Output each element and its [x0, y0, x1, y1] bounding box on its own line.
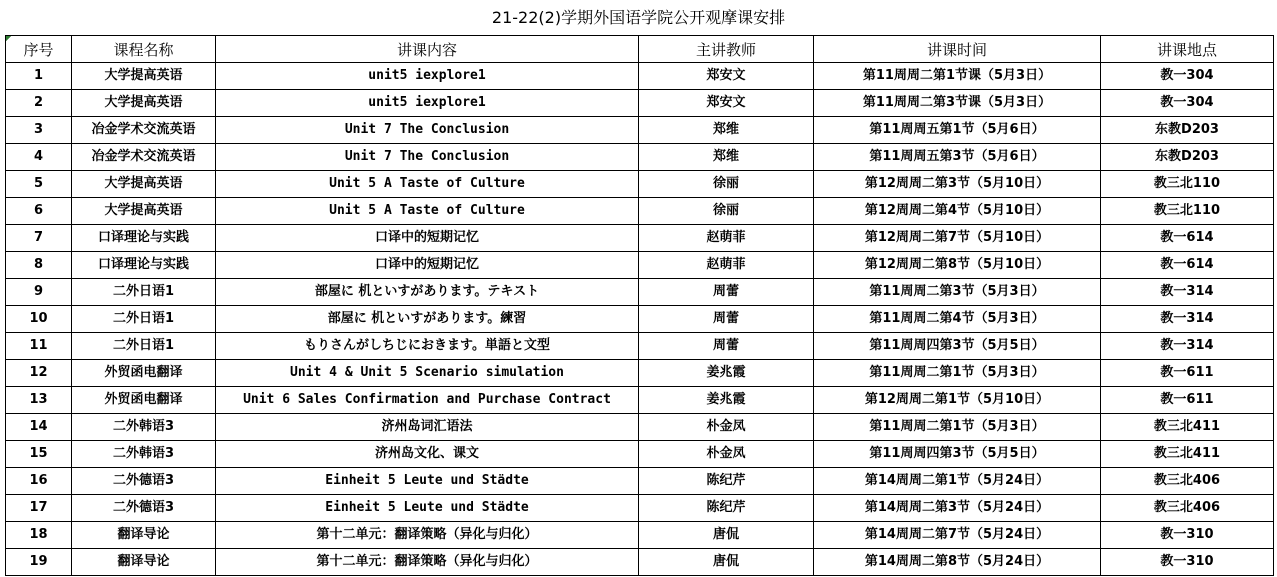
course-name-cell-text: 大学提高英语 — [104, 68, 183, 83]
teacher-cell-text: 姜兆霞 — [706, 365, 746, 380]
table-row — [6, 522, 1274, 549]
teacher-cell[interactable] — [639, 549, 814, 576]
lecture-time-cell-text: 第12周周二第1节（5月10日） — [864, 392, 1050, 407]
lecture-place-cell-text: 教一304 — [1160, 68, 1214, 83]
lecture-time-cell-text: 第14周周二第8节（5月24日） — [864, 554, 1050, 569]
table-row — [6, 117, 1274, 144]
lecture-time-cell-text: 第12周周二第7节（5月10日） — [864, 230, 1050, 245]
lecture-content-cell[interactable] — [216, 117, 639, 144]
teacher-cell[interactable] — [639, 306, 814, 333]
teacher-cell[interactable] — [639, 522, 814, 549]
row-number-cell[interactable] — [6, 144, 72, 171]
teacher-cell[interactable] — [639, 279, 814, 306]
row-number-cell-text: 18 — [29, 527, 48, 542]
table-row — [6, 198, 1274, 225]
lecture-content-cell-text: Unit 6 Sales Confirmation and Purchase Contract — [243, 392, 611, 407]
teacher-cell-text: 郑安文 — [706, 95, 746, 110]
header-row — [6, 36, 1274, 63]
course-name-cell[interactable] — [72, 549, 216, 576]
course-name-cell-text: 冶金学术交流英语 — [91, 122, 196, 137]
lecture-time-cell[interactable] — [814, 468, 1101, 495]
lecture-place-cell[interactable] — [1101, 117, 1274, 144]
table-row — [6, 144, 1274, 171]
column-header-content: 讲课内容 — [216, 36, 639, 63]
lecture-time-cell[interactable] — [814, 225, 1101, 252]
course-name-cell[interactable] — [72, 144, 216, 171]
lecture-place-cell[interactable] — [1101, 495, 1274, 522]
row-number-cell-text: 17 — [29, 500, 48, 515]
lecture-content-cell[interactable] — [216, 252, 639, 279]
teacher-cell[interactable] — [639, 117, 814, 144]
row-number-cell-text: 4 — [33, 149, 44, 164]
lecture-time-cell[interactable] — [814, 549, 1101, 576]
lecture-content-cell[interactable] — [216, 360, 639, 387]
table-row — [6, 549, 1274, 576]
lecture-time-cell-text: 第11周周二第1节（5月3日） — [869, 365, 1045, 380]
teacher-cell[interactable] — [639, 90, 814, 117]
lecture-place-cell-text: 教一611 — [1160, 365, 1214, 380]
lecture-time-cell[interactable] — [814, 387, 1101, 414]
teacher-cell-text: 姜兆霞 — [706, 392, 746, 407]
row-number-cell-text: 12 — [29, 365, 48, 380]
row-number-cell-text: 15 — [29, 446, 48, 461]
lecture-content-cell[interactable] — [216, 468, 639, 495]
lecture-time-cell[interactable] — [814, 522, 1101, 549]
teacher-cell[interactable] — [639, 144, 814, 171]
row-number-cell[interactable] — [6, 198, 72, 225]
lecture-place-cell[interactable] — [1101, 441, 1274, 468]
lecture-content-cell-text: 济州岛文化、课文 — [374, 446, 479, 461]
teacher-cell-text: 周蕾 — [712, 311, 739, 326]
teacher-cell[interactable] — [639, 387, 814, 414]
lecture-content-cell[interactable] — [216, 171, 639, 198]
teacher-cell-text: 周蕾 — [712, 284, 739, 299]
row-number-cell[interactable] — [6, 360, 72, 387]
row-number-cell-text: 13 — [29, 392, 48, 407]
lecture-content-cell[interactable] — [216, 306, 639, 333]
lecture-time-cell[interactable] — [814, 117, 1101, 144]
teacher-cell-text: 徐丽 — [712, 176, 739, 191]
lecture-place-cell[interactable] — [1101, 468, 1274, 495]
lecture-place-cell[interactable] — [1101, 225, 1274, 252]
lecture-place-cell-text: 教三北406 — [1153, 500, 1221, 515]
lecture-place-cell-text: 教三北406 — [1153, 473, 1221, 488]
course-name-cell-text: 二外德语3 — [112, 500, 175, 515]
lecture-place-cell-text: 教一314 — [1160, 311, 1214, 326]
course-name-cell[interactable] — [72, 333, 216, 360]
column-header-course: 课程名称 — [72, 36, 216, 63]
course-name-cell-text: 大学提高英语 — [104, 95, 183, 110]
lecture-place-cell[interactable] — [1101, 63, 1274, 90]
lecture-place-cell-text: 东教D203 — [1155, 149, 1219, 164]
row-number-cell[interactable] — [6, 171, 72, 198]
course-name-cell-text: 二外日语1 — [112, 311, 175, 326]
lecture-place-cell-text: 教一314 — [1160, 338, 1214, 353]
lecture-time-cell-text: 第11周周四第3节（5月5日） — [869, 446, 1045, 461]
teacher-cell-text: 周蕾 — [712, 338, 739, 353]
lecture-content-cell-text: Unit 5 A Taste of Culture — [329, 176, 525, 191]
row-number-cell[interactable] — [6, 549, 72, 576]
course-name-cell[interactable] — [72, 441, 216, 468]
course-name-cell[interactable] — [72, 198, 216, 225]
teacher-cell-text: 唐侃 — [712, 554, 739, 569]
column-header-place: 讲课地点 — [1101, 36, 1274, 63]
lecture-time-cell-text: 第11周周二第4节（5月3日） — [869, 311, 1045, 326]
lecture-time-cell-text: 第11周周二第3节课（5月3日） — [862, 95, 1052, 110]
row-number-cell[interactable] — [6, 306, 72, 333]
course-name-cell-text: 口译理论与实践 — [97, 230, 189, 245]
row-number-cell[interactable] — [6, 495, 72, 522]
lecture-content-cell-text: 济州岛词汇语法 — [381, 419, 473, 434]
teacher-cell-text: 朴金凤 — [706, 419, 746, 434]
course-name-cell-text: 口译理论与实践 — [97, 257, 189, 272]
table-row — [6, 306, 1274, 333]
teacher-cell[interactable] — [639, 198, 814, 225]
lecture-time-cell[interactable] — [814, 414, 1101, 441]
teacher-cell[interactable] — [639, 225, 814, 252]
table-row — [6, 279, 1274, 306]
lecture-content-cell[interactable] — [216, 387, 639, 414]
row-number-cell[interactable] — [6, 225, 72, 252]
course-name-cell-text: 二外日语1 — [112, 284, 175, 299]
lecture-place-cell-text: 教一304 — [1160, 95, 1214, 110]
lecture-content-cell[interactable] — [216, 198, 639, 225]
table-row — [6, 360, 1274, 387]
lecture-time-cell[interactable] — [814, 90, 1101, 117]
course-name-cell[interactable] — [72, 225, 216, 252]
row-number-cell[interactable] — [6, 387, 72, 414]
row-number-cell[interactable] — [6, 414, 72, 441]
lecture-time-cell-text: 第11周周二第3节（5月3日） — [869, 284, 1045, 299]
table-row — [6, 441, 1274, 468]
lecture-time-cell[interactable] — [814, 360, 1101, 387]
lecture-place-cell-text: 教一310 — [1160, 554, 1214, 569]
teacher-cell-text: 朴金凤 — [706, 446, 746, 461]
row-number-cell-text: 10 — [29, 311, 48, 326]
lecture-content-cell[interactable] — [216, 144, 639, 171]
row-number-cell-text: 19 — [29, 554, 48, 569]
lecture-time-cell-text: 第11周周二第1节课（5月3日） — [862, 68, 1052, 83]
course-name-cell[interactable] — [72, 306, 216, 333]
lecture-place-cell-text: 教一310 — [1160, 527, 1214, 542]
lecture-time-cell[interactable] — [814, 63, 1101, 90]
course-name-cell-text: 二外日语1 — [112, 338, 175, 353]
row-number-cell[interactable] — [6, 441, 72, 468]
table-row — [6, 171, 1274, 198]
lecture-place-cell[interactable] — [1101, 171, 1274, 198]
table-row — [6, 63, 1274, 90]
lecture-place-cell-text: 教一611 — [1160, 392, 1214, 407]
teacher-cell-text: 赵萌菲 — [706, 257, 746, 272]
lecture-place-cell[interactable] — [1101, 306, 1274, 333]
course-name-cell-text: 二外韩语3 — [112, 446, 175, 461]
course-name-cell[interactable] — [72, 117, 216, 144]
lecture-place-cell[interactable] — [1101, 387, 1274, 414]
lecture-time-cell-text: 第11周周四第3节（5月5日） — [869, 338, 1045, 353]
course-name-cell[interactable] — [72, 90, 216, 117]
course-name-cell-text: 大学提高英语 — [104, 176, 183, 191]
lecture-place-cell-text: 教一614 — [1160, 230, 1214, 245]
lecture-place-cell-text: 教三北411 — [1153, 446, 1221, 461]
row-number-cell[interactable] — [6, 333, 72, 360]
lecture-time-cell-text: 第11周周五第1节（5月6日） — [869, 122, 1045, 137]
course-name-cell[interactable] — [72, 171, 216, 198]
lecture-content-cell-text: 口译中的短期记忆 — [374, 230, 479, 245]
lecture-content-cell-text: Unit 7 The Conclusion — [344, 149, 510, 164]
lecture-time-cell[interactable] — [814, 171, 1101, 198]
course-name-cell[interactable] — [72, 63, 216, 90]
lecture-place-cell-text: 教一314 — [1160, 284, 1214, 299]
lecture-place-cell[interactable] — [1101, 360, 1274, 387]
lecture-time-cell[interactable] — [814, 252, 1101, 279]
lecture-time-cell-text: 第14周周二第7节（5月24日） — [864, 527, 1050, 542]
course-name-cell-text: 冶金学术交流英语 — [91, 149, 196, 164]
teacher-cell-text: 郑维 — [712, 149, 739, 164]
row-number-cell[interactable] — [6, 117, 72, 144]
course-name-cell-text: 翻译导论 — [117, 527, 170, 542]
lecture-place-cell-text: 教三北411 — [1153, 419, 1221, 434]
lecture-content-cell-text: Einheit 5 Leute und Städte — [325, 473, 529, 488]
lecture-content-cell-text: 部屋に 机といすがあります。テキスト — [314, 284, 540, 299]
lecture-place-cell[interactable] — [1101, 252, 1274, 279]
lecture-content-cell[interactable] — [216, 90, 639, 117]
lecture-content-cell[interactable] — [216, 225, 639, 252]
teacher-cell[interactable] — [639, 468, 814, 495]
course-name-cell[interactable] — [72, 252, 216, 279]
table-row — [6, 495, 1274, 522]
course-name-cell[interactable] — [72, 522, 216, 549]
teacher-cell-text: 赵萌菲 — [706, 230, 746, 245]
table-row — [6, 252, 1274, 279]
lecture-place-cell[interactable] — [1101, 279, 1274, 306]
row-number-cell[interactable] — [6, 468, 72, 495]
lecture-content-cell-text: Unit 5 A Taste of Culture — [329, 203, 525, 218]
row-number-cell-text: 8 — [33, 257, 44, 272]
row-number-cell-text: 5 — [33, 176, 44, 191]
lecture-place-cell[interactable] — [1101, 333, 1274, 360]
course-name-cell-text: 大学提高英语 — [104, 203, 183, 218]
row-number-cell[interactable] — [6, 279, 72, 306]
lecture-place-cell[interactable] — [1101, 90, 1274, 117]
lecture-time-cell[interactable] — [814, 441, 1101, 468]
teacher-cell[interactable] — [639, 441, 814, 468]
row-number-cell-text: 6 — [33, 203, 44, 218]
lecture-time-cell-text: 第14周周二第1节（5月24日） — [864, 473, 1050, 488]
teacher-cell[interactable] — [639, 252, 814, 279]
teacher-cell[interactable] — [639, 495, 814, 522]
course-name-cell[interactable] — [72, 387, 216, 414]
course-name-cell[interactable] — [72, 414, 216, 441]
teacher-cell[interactable] — [639, 63, 814, 90]
row-number-cell[interactable] — [6, 522, 72, 549]
teacher-cell-text: 唐侃 — [712, 527, 739, 542]
teacher-cell[interactable] — [639, 171, 814, 198]
lecture-place-cell[interactable] — [1101, 414, 1274, 441]
lecture-content-cell-text: 部屋に 机といすがあります。練習 — [327, 311, 527, 326]
lecture-content-cell[interactable] — [216, 441, 639, 468]
column-header-no: 序号 — [6, 36, 72, 63]
table-row — [6, 414, 1274, 441]
teacher-cell-text: 陈纪芹 — [706, 500, 746, 515]
table-row — [6, 225, 1274, 252]
lecture-content-cell-text: unit5 iexplore1 — [368, 95, 486, 110]
row-number-cell-text: 16 — [29, 473, 48, 488]
teacher-cell-text: 徐丽 — [712, 203, 739, 218]
row-number-cell-text: 1 — [33, 68, 44, 83]
row-number-cell-text: 9 — [33, 284, 44, 299]
lecture-content-cell-text: もりさんがしちじにおきます。単語と文型 — [304, 338, 550, 353]
lecture-place-cell[interactable] — [1101, 144, 1274, 171]
row-number-cell-text: 11 — [29, 338, 48, 353]
row-number-cell-text: 3 — [33, 122, 44, 137]
row-number-cell[interactable] — [6, 63, 72, 90]
lecture-time-cell[interactable] — [814, 279, 1101, 306]
lecture-place-cell-text: 教三北110 — [1153, 176, 1221, 191]
teacher-cell[interactable] — [639, 414, 814, 441]
course-name-cell[interactable] — [72, 468, 216, 495]
lecture-content-cell[interactable] — [216, 414, 639, 441]
lecture-time-cell[interactable] — [814, 495, 1101, 522]
course-name-cell[interactable] — [72, 495, 216, 522]
lecture-time-cell-text: 第12周周二第4节（5月10日） — [864, 203, 1050, 218]
schedule-table — [5, 35, 1274, 576]
row-number-cell[interactable] — [6, 90, 72, 117]
lecture-content-cell[interactable] — [216, 549, 639, 576]
teacher-cell-text: 郑维 — [712, 122, 739, 137]
lecture-time-cell[interactable] — [814, 144, 1101, 171]
lecture-time-cell-text: 第12周周二第3节（5月10日） — [864, 176, 1050, 191]
course-name-cell-text: 二外德语3 — [112, 473, 175, 488]
teacher-cell[interactable] — [639, 333, 814, 360]
lecture-content-cell-text: 第十二单元：翻译策略（异化与归化） — [316, 554, 538, 569]
lecture-time-cell-text: 第12周周二第8节（5月10日） — [864, 257, 1050, 272]
page-title: 21-22(2)学期外国语学院公开观摩课安排 — [491, 8, 786, 27]
lecture-time-cell[interactable] — [814, 333, 1101, 360]
lecture-place-cell[interactable] — [1101, 549, 1274, 576]
lecture-place-cell[interactable] — [1101, 198, 1274, 225]
column-header-time: 讲课时间 — [814, 36, 1101, 63]
lecture-time-cell[interactable] — [814, 306, 1101, 333]
course-name-cell-text: 二外韩语3 — [112, 419, 175, 434]
lecture-place-cell-text: 东教D203 — [1155, 122, 1219, 137]
lecture-content-cell-text: Unit 4 & Unit 5 Scenario simulation — [290, 365, 564, 380]
course-name-cell-text: 翻译导论 — [117, 554, 170, 569]
table-row — [6, 90, 1274, 117]
lecture-content-cell[interactable] — [216, 333, 639, 360]
table-row — [6, 468, 1274, 495]
lecture-time-cell-text: 第11周周二第1节（5月3日） — [869, 419, 1045, 434]
lecture-content-cell-text: Einheit 5 Leute und Städte — [325, 500, 529, 515]
column-header-teacher: 主讲教师 — [639, 36, 814, 63]
lecture-place-cell-text: 教一614 — [1160, 257, 1214, 272]
lecture-place-cell-text: 教三北110 — [1153, 203, 1221, 218]
lecture-content-cell[interactable] — [216, 279, 639, 306]
course-name-cell[interactable] — [72, 279, 216, 306]
lecture-content-cell[interactable] — [216, 522, 639, 549]
lecture-place-cell[interactable] — [1101, 522, 1274, 549]
row-number-cell-text: 7 — [33, 230, 44, 245]
row-number-cell[interactable] — [6, 252, 72, 279]
teacher-cell-text: 陈纪芹 — [706, 473, 746, 488]
teacher-cell[interactable] — [639, 360, 814, 387]
course-name-cell-text: 外贸函电翻译 — [104, 392, 183, 407]
course-name-cell-text: 外贸函电翻译 — [104, 365, 183, 380]
lecture-content-cell[interactable] — [216, 63, 639, 90]
teacher-cell-text: 郑安文 — [706, 68, 746, 83]
lecture-time-cell-text: 第11周周五第3节（5月6日） — [869, 149, 1045, 164]
lecture-content-cell-text: unit5 iexplore1 — [368, 68, 486, 83]
lecture-content-cell-text: 第十二单元：翻译策略（异化与归化） — [316, 527, 538, 542]
lecture-content-cell-text: Unit 7 The Conclusion — [344, 122, 510, 137]
lecture-time-cell[interactable] — [814, 198, 1101, 225]
lecture-time-cell-text: 第14周周二第3节（5月24日） — [864, 500, 1050, 515]
table-row — [6, 387, 1274, 414]
table-row — [6, 333, 1274, 360]
course-name-cell[interactable] — [72, 360, 216, 387]
row-number-cell-text: 14 — [29, 419, 48, 434]
lecture-content-cell-text: 口译中的短期记忆 — [374, 257, 479, 272]
row-number-cell-text: 2 — [33, 95, 44, 110]
lecture-content-cell[interactable] — [216, 495, 639, 522]
